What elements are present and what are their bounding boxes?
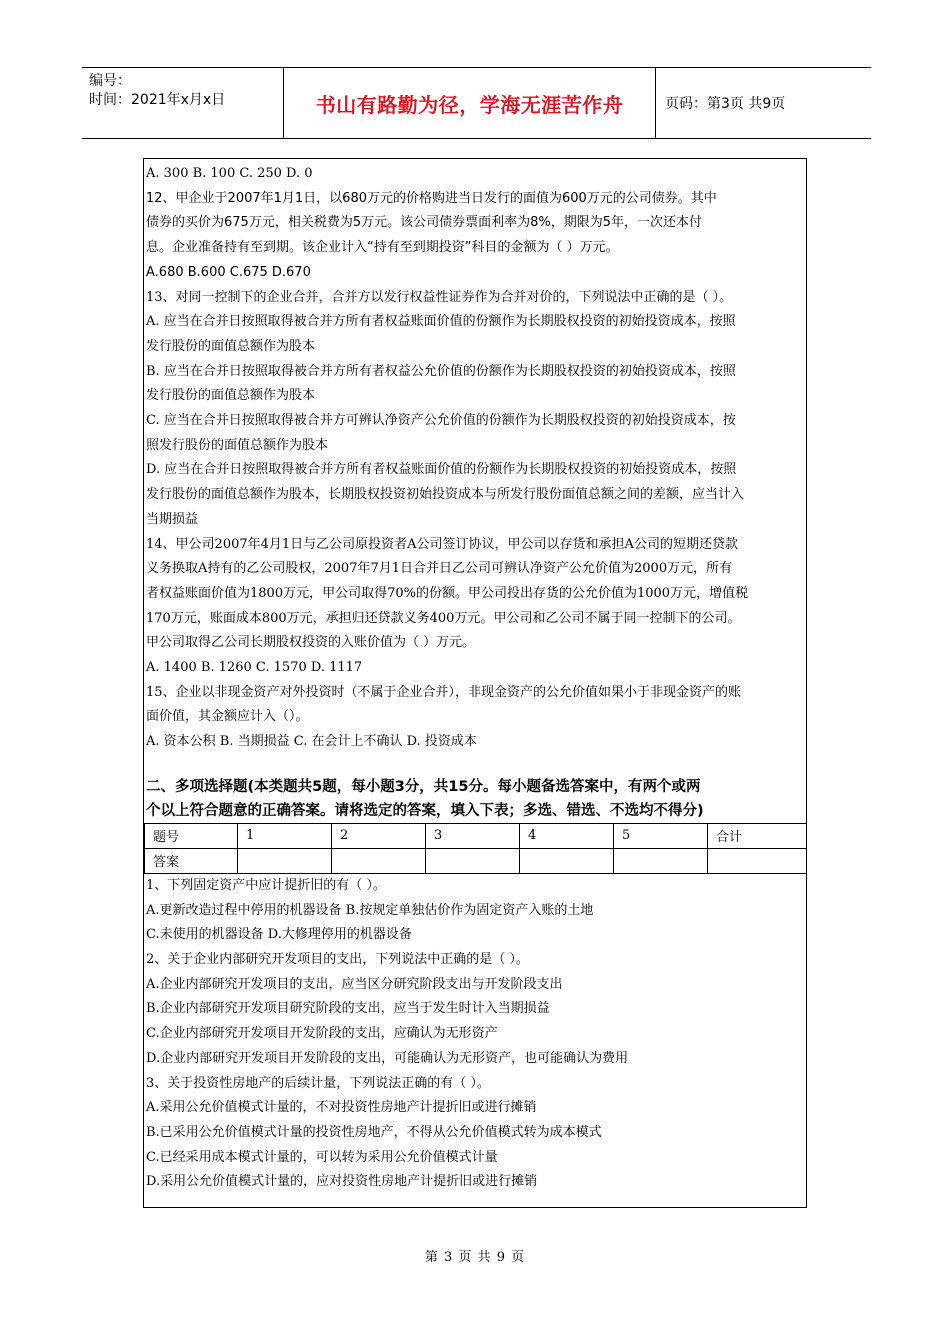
question-line: A. 1400 B. 1260 C. 1570 D. 1117	[146, 660, 363, 676]
question-line: 13、对同一控制下的企业合并，合并方以发行权益性证券作为合并对价的，下列说法中正确的是（ ）。	[146, 289, 733, 305]
question-box	[143, 158, 807, 1208]
question-line: D.采用公允价值模式计量的，应对投资性房地产计提折旧或进行摊销	[146, 1174, 538, 1190]
question-line: B.企业内部研究开发项目研究阶段的支出，应当于发生时计入当期损益	[146, 1001, 550, 1017]
question-line: 2、关于企业内部研究开发项目的支出，下列说法中正确的是（ ）。	[146, 951, 529, 967]
answer-table	[144, 823, 807, 874]
page-footer: 第 3 页 共 9 页	[424, 1250, 526, 1265]
question-line: D. 应当在合并日按照取得被合并方所有者权益账面价值的份额作为长期股权投资的初始投资成本，按照	[146, 462, 737, 478]
answer-cell[interactable]	[332, 848, 426, 873]
question-line: 3、关于投资性房地产的后续计量，下列说法正确的有（ ）。	[146, 1075, 490, 1091]
question-line: A.采用公允价值模式计量的，不对投资性房地产计提折旧或进行摊销	[146, 1100, 537, 1116]
question-line: 15、企业以非现金资产对外投资时（不属于企业合并），非现金资产的公允价值如果小于非现金资产的账	[146, 684, 742, 700]
question-line: 当期损益	[146, 511, 199, 527]
question-line: 息。企业准备持有至到期。该企业计入“持有至到期投资”科目的金额为（ ）万元。	[146, 240, 619, 256]
question-line: 面价值，其金额应计入（）。	[146, 709, 309, 725]
answer-cell[interactable]	[426, 848, 520, 873]
header-page-number: 页码：第3页 共9页	[665, 96, 786, 112]
question-line: A.680 B.600 C.675 D.670	[146, 264, 311, 280]
question-line: 170万元，账面成本800万元，承担归还贷款义务400万元。甲公司和乙公司不属于同一控制下的公司。	[146, 610, 741, 626]
answer-cell[interactable]	[520, 848, 614, 873]
question-line: A. 应当在合并日按照取得被合并方所有者权益账面价值的份额作为长期股权投资的初始投资成本，按照	[146, 314, 736, 330]
question-line: C. 应当在合并日按照取得被合并方可辨认净资产公允价值的份额作为长期股权投资的初始投资成本，按	[146, 413, 736, 429]
question-line: B. 应当在合并日按照取得被合并方所有者权益公允价值的份额作为长期股权投资的初始投资成本，按照	[146, 363, 736, 379]
question-line: 债券的买价为675万元，相关税费为5万元。该公司债券票面利率为8%，期限为5年，一次还本付	[146, 215, 702, 231]
question-line: A.企业内部研究开发项目的支出，应当区分研究阶段支出与开发阶段支出	[146, 976, 563, 992]
section-title-line-2: 个以上符合题意的正确答案。请将选定的答案，填入下表；多选、错选、不选均不得分)	[146, 802, 704, 819]
question-line: 者权益账面价值为1800万元，甲公司取得70%的份额。甲公司投出存货的公允价值为1000万元，增值税	[146, 585, 749, 601]
question-line: A.更新改造过程中停用的机器设备 B.按规定单独估价作为固定资产入账的土地	[146, 902, 594, 918]
question-line: 发行股份的面值总额作为股本	[146, 338, 316, 354]
answer-cell[interactable]	[238, 848, 332, 873]
answer-table-header-cell: 4	[520, 823, 614, 848]
header-meta	[82, 68, 284, 138]
answer-table-header-cell: 2	[332, 823, 426, 848]
question-line: C.已经采用成本模式计量的，可以转为采用公允价值模式计量	[146, 1149, 498, 1165]
answer-cell[interactable]	[614, 848, 708, 873]
question-line: 发行股份的面值总额作为股本	[146, 388, 316, 404]
page-header	[82, 67, 871, 139]
multiple-choice-questions	[146, 874, 806, 1195]
single-choice-questions	[146, 162, 806, 755]
answer-cell[interactable]: 答案	[145, 848, 238, 873]
question-line: 发行股份的面值总额作为股本，长期股权投资初始投资成本与所发行股份面值总额之间的差额，应当计入	[146, 487, 745, 503]
question-line: D.企业内部研究开发项目开发阶段的支出，可能确认为无形资产，也可能确认为费用	[146, 1050, 629, 1066]
header-motto: 书山有路勤为径，学海无涯苦作舟	[284, 68, 656, 138]
question-line: 14、甲公司2007年4月1日与乙公司原投资者A公司签订协议，甲公司以存货和承担A公司的短期还贷款	[146, 536, 738, 552]
question-line: B.已采用公允价值模式计量的投资性房地产，不得从公允价值模式转为成本模式	[146, 1124, 602, 1140]
answer-table-answer-row	[145, 848, 807, 873]
answer-table-header-cell: 题号	[145, 823, 238, 848]
question-line: C.企业内部研究开发项目开发阶段的支出，应确认为无形资产	[146, 1026, 498, 1042]
document-date: 时间：2021年x月x日	[89, 92, 226, 108]
question-line: 1、下列固定资产中应计提折旧的有（ ）。	[146, 877, 386, 893]
answer-table-header-cell: 5	[614, 823, 708, 848]
answer-cell[interactable]	[708, 848, 807, 873]
question-line: A. 300 B. 100 C. 250 D. 0	[146, 166, 313, 181]
answer-table-header-cell: 合计	[708, 823, 807, 848]
answer-table-header-cell: 1	[238, 823, 332, 848]
section-title-line-1: 二、多项选择题(本类题共5题，每小题3分，共15分。每小题备选答案中，有两个或两	[146, 778, 701, 795]
question-line: 义务换取A持有的乙公司股权，2007年7月1日合并日乙公司可辨认净资产公允价值为2000万元，所有	[146, 561, 733, 577]
question-line: 12、甲企业于2007年1月1日，以680万元的价格购进当日发行的面值为600万元的公司债券。其中	[146, 190, 717, 206]
question-line: A. 资本公积 B. 当期损益 C. 在会计上不确认 D. 投资成本	[146, 734, 477, 750]
question-line: 甲公司取得乙公司长期股权投资的入账价值为（ ）万元。	[146, 635, 476, 651]
answer-table-header-cell: 3	[426, 823, 520, 848]
question-line: C.未使用的机器设备 D.大修理停用的机器设备	[146, 927, 412, 943]
document-number: 编号：	[89, 73, 131, 89]
question-line: 照发行股份的面值总额作为股本	[146, 437, 329, 453]
answer-table-header-row	[145, 823, 807, 848]
